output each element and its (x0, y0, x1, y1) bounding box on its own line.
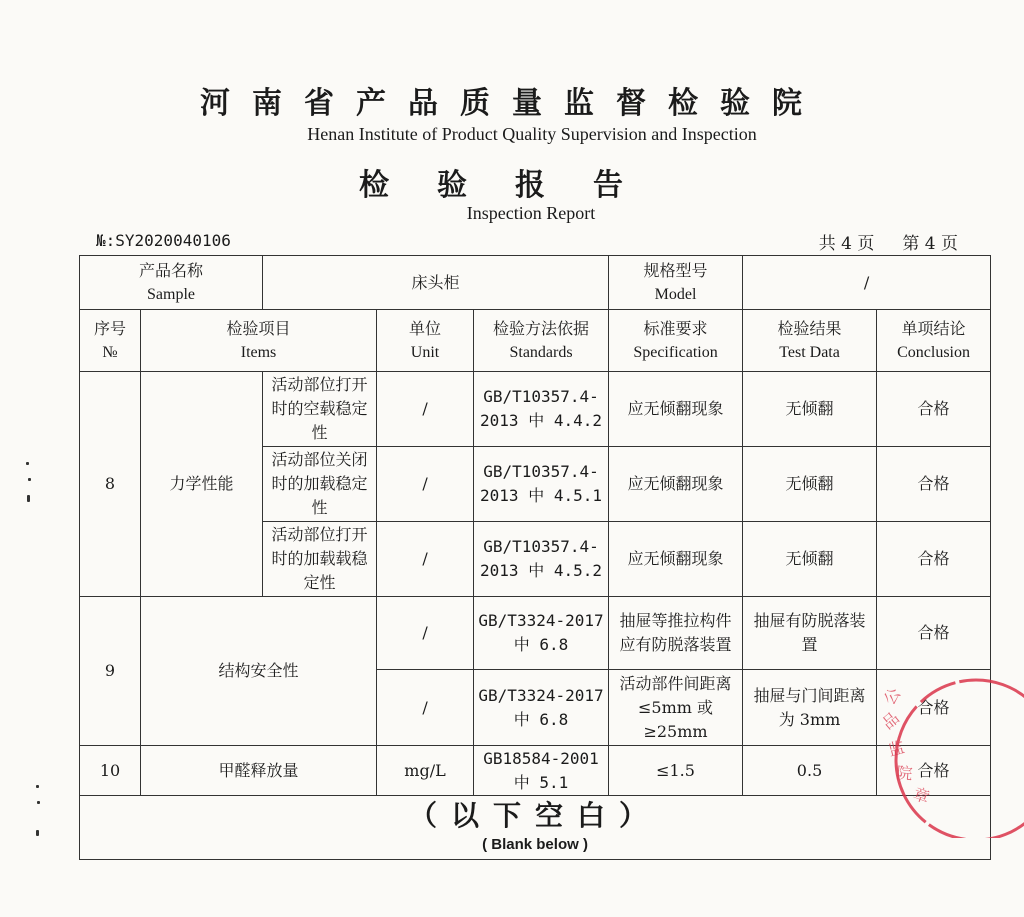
row-no: 9 (80, 597, 141, 746)
model-label (609, 256, 743, 310)
table-row (80, 746, 991, 796)
total-pages: 共 4 页 (818, 234, 875, 254)
row-spec: ≤1.5 (609, 746, 743, 796)
col-conclusion: 单项结论 Conclusion (877, 310, 991, 372)
model-value: / (743, 256, 991, 310)
table-row (80, 372, 991, 447)
row-unit: / (377, 597, 474, 670)
row-item: 力学性能 (141, 372, 263, 597)
sample-label-en: Sample (147, 285, 195, 303)
row-test: 无倾翻 (743, 447, 877, 522)
row-no: 8 (80, 372, 141, 597)
binding-mark (36, 785, 39, 788)
svg-text:公: 公 (879, 684, 905, 709)
row-unit: / (377, 447, 474, 522)
row-unit: / (377, 670, 474, 746)
binding-mark (28, 478, 31, 481)
col-no: 序号 № (80, 310, 141, 372)
svg-text:品: 品 (878, 708, 903, 734)
binding-mark (26, 462, 29, 465)
row-item: 甲醛释放量 (141, 746, 377, 796)
row-subitem: 活动部位打开时的空载稳定性 (263, 372, 377, 447)
col-items: 检验项目 Items (141, 310, 377, 372)
row-test: 0.5 (743, 746, 877, 796)
sample-label (80, 256, 263, 310)
svg-text:院: 院 (895, 763, 914, 784)
inspection-seal-stamp (878, 668, 1024, 838)
row-spec: 应无倾翻现象 (609, 522, 743, 597)
row-conclusion: 合格 (877, 372, 991, 447)
sample-label-cn: 产品名称 (139, 260, 204, 280)
row-conclusion: 合格 (877, 746, 991, 796)
binding-mark (27, 495, 30, 502)
report-title-cn: 检验报告 (359, 168, 671, 203)
svg-text:监: 监 (886, 737, 907, 760)
row-unit: mg/L (377, 746, 474, 796)
binding-mark (36, 830, 39, 836)
row-standard: GB/T10357.4-2013 中 4.5.2 (474, 522, 609, 597)
model-label-cn: 规格型号 (643, 260, 708, 280)
col-standards: 检验方法依据 Standards (474, 310, 609, 372)
row-conclusion: 合格 (877, 447, 991, 522)
row-standard: GB/T3324-2017 中 6.8 (474, 597, 609, 670)
row-standard: GB/T10357.4-2013 中 4.5.1 (474, 447, 609, 522)
column-header-row (80, 310, 991, 372)
row-standard: GB18584-2001 中 5.1 (474, 746, 609, 796)
institute-title-en: Henan Institute of Product Quality Supervision and Inspection (307, 124, 757, 144)
row-unit: / (377, 522, 474, 597)
blank-below-row (80, 796, 991, 860)
row-spec: 活动部件间距离≤5mm 或≥25mm (609, 670, 743, 746)
row-standard: GB/T3324-2017 中 6.8 (474, 670, 609, 746)
model-label-en: Model (654, 285, 697, 303)
col-specification: 标准要求 Specification (609, 310, 743, 372)
row-unit: / (377, 372, 474, 447)
row-spec: 应无倾翻现象 (609, 372, 743, 447)
row-item: 结构安全性 (141, 597, 377, 746)
row-spec: 抽屉等推拉构件应有防脱落装置 (609, 597, 743, 670)
row-spec: 应无倾翻现象 (609, 447, 743, 522)
sample-row (80, 256, 991, 310)
row-test: 无倾翻 (743, 522, 877, 597)
svg-text:章: 章 (910, 783, 933, 808)
report-title-en: Inspection Report (466, 203, 596, 223)
row-test: 抽屉与门间距离为 3mm (743, 670, 877, 746)
row-conclusion: 合格 (877, 670, 991, 746)
col-test-data: 检验结果 Test Data (743, 310, 877, 372)
institute-title-cn: 河南省产品质量监督检验院 (200, 86, 824, 121)
row-test: 无倾翻 (743, 372, 877, 447)
row-no: 10 (80, 746, 141, 796)
binding-mark (37, 801, 40, 804)
col-unit: 单位 Unit (377, 310, 474, 372)
blank-below (80, 796, 991, 860)
report-number: №:SY2020040106 (96, 231, 231, 250)
blank-below-en: ( Blank below ) (482, 835, 588, 853)
current-page: 第 4 页 (902, 234, 958, 254)
sample-value: 床头柜 (263, 256, 609, 310)
page-indicator (819, 229, 958, 254)
row-standard: GB/T10357.4-2013 中 4.4.2 (474, 372, 609, 447)
row-conclusion: 合格 (877, 522, 991, 597)
row-subitem: 活动部位关闭时的加载稳定性 (263, 447, 377, 522)
blank-below-cn: （以下空白） (409, 798, 662, 832)
row-test: 抽屉有防脱落装置 (743, 597, 877, 670)
inspection-table (79, 255, 991, 860)
row-subitem: 活动部位打开时的加载载稳定性 (263, 522, 377, 597)
table-row (80, 597, 991, 670)
row-conclusion: 合格 (877, 597, 991, 670)
